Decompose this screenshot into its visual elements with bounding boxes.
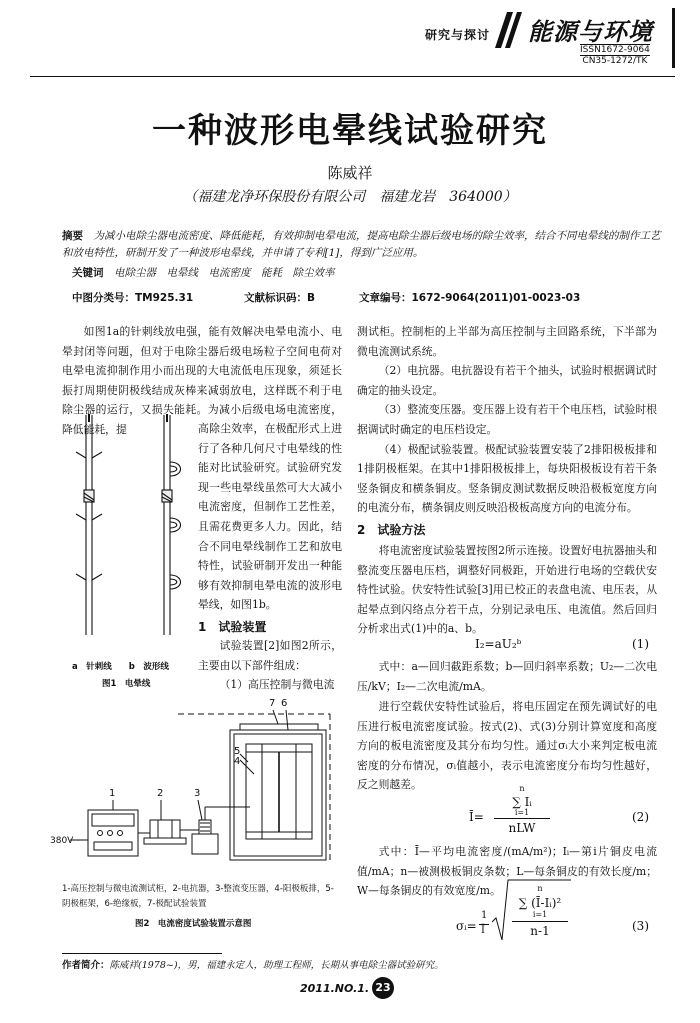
equation-1-legend: 式中：a—回归截距系数；b—回归斜率系数；U₂—二次电压/kV；I₂—二次电流/mA。 (357, 660, 657, 693)
keywords-label: 关键词 (72, 267, 104, 279)
fig2-label-3: 3 (194, 788, 201, 799)
affiliation: （福建龙净环保股份有限公司 福建龙岩 364000） (183, 189, 517, 205)
keywords (72, 265, 672, 280)
section-1-heading: 1 试验装置 (198, 620, 267, 634)
abstract-text: 为减小电除尘器电流密度、降低能耗，有效抑制电晕电流，提高电除尘器后级电场的除尘效率，结合不同电晕线的制作工艺和放电特性，研制开发了一种波形电晕线，并申请了专利[1]，得到广泛应用。 (62, 230, 661, 259)
fig2-label-4: 4 (234, 756, 241, 767)
equation-1-number: (1) (632, 637, 649, 651)
equation-3-number: (3) (632, 919, 649, 933)
section-1-item-1: （1）高压控制与微电流 (219, 678, 335, 691)
equation-2-sum-top: n (519, 784, 525, 793)
equation-2-denominator: nLW (508, 821, 536, 835)
control-cabinet-icon (88, 810, 138, 856)
section-2-heading: 2 试验方法 (357, 523, 426, 537)
fig2-label-1: 1 (109, 788, 116, 799)
section-1-text: 试验装置[2]如图2所示，主要由以下部件组成： (198, 639, 342, 672)
equation-2-number: (2) (632, 810, 649, 824)
fig2-voltage-label: 380V~ (50, 836, 81, 846)
figure-2-legend: 1-高压控制与微电流测试柜，2-电抗器，3-整流变压器，4-阳极板排，5-阴极框架，6-绝缘板，7-极配试验装置 (62, 884, 334, 909)
right-col-text (357, 322, 657, 518)
equation-3-ibar: Ī (481, 925, 485, 936)
fig2-label-5: 5 (234, 746, 241, 757)
section-label: 研究与探讨 (425, 28, 491, 42)
figure-1-subcaptions: a 针刺线 b 波形线 (72, 662, 169, 672)
intro-paragraph-cont: 高除尘效率，在极配形式上进行了各种几何尺寸电晕线的性能对比试验研究。试验研究发现一些电晕线虽然可大大减小电流密度，但制作工艺性差，且需花费更多人力。因此，结合不同电晕线制作工艺和放电特性，试验研制开发出一种能够有效抑制电晕电流的波形电晕线，如图1b。 (198, 422, 342, 612)
clc-number: 中图分类号：TM925.31 (72, 292, 194, 304)
equation-2-legend: 式中：Ī—平均电流密度/(mA/m²)；Iᵢ—第i片铜皮电流值/mA；n—被测极板铜皮条数；L—每条铜皮的有效长度/m；W—每条铜皮的有效宽度/m。 (357, 845, 657, 898)
footnote-text: 陈威祥(1978~)，男，福建永定人，助理工程师，长期从事电除尘器试验研究。 (109, 960, 444, 971)
equation-2-sum-bottom: i=1 (514, 808, 530, 817)
equation-3-numerator: ∑ (Ī-Iᵢ)² (518, 896, 562, 910)
article-number: 文章编号：1672-9064(2011)01-0023-03 (359, 292, 581, 304)
method-paragraph: 将电流密度试验装置按图2所示连接。设置好电抗器抽头和整流变压器电压档，调整好同极距，开始进行电场的空载伏安特性试验。伏安特性试验[3]用已校正的表盘电流、电压表，从起晕点到闪络点分若干点，分别记录电压、电流值。然后回归分析求出式(1)中的a、b。 (357, 544, 657, 636)
item-4-test-device: （4）极配试验装置。极配试验装置安装了2排阳极板排和1排阴极框架。在其中1排阳极板排上，每块阳极板设有若干条竖条铜皮和横条铜皮。竖条铜皮测试数据反映沿极板宽度方向的电流分布，横条铜皮则反映沿极板高度方向的电流分布。 (357, 442, 657, 515)
footnote-label: 作者简介： (62, 960, 110, 971)
barbed-wire-drawing (76, 414, 102, 635)
equation-3-sum-top: n (537, 884, 543, 893)
figure-1-caption: 图1 电晕线 (102, 679, 151, 689)
fig2-label-2: 2 (157, 788, 164, 799)
electrode-assembly-icon (230, 724, 326, 860)
fig2-label-6: 6 (281, 698, 288, 709)
equation-2-numerator: ∑ Iᵢ (512, 795, 532, 809)
journal-title: 能源与环境 (528, 17, 653, 46)
issue-label: 2011.NO.1. (300, 982, 370, 995)
footnote-rule (62, 953, 222, 954)
journal-issn: ISSN1672-9064 CN35-1272/TK (580, 45, 650, 66)
intro-paragraph: 如图1a的针刺线放电强，能有效解决电晕电流小、电晕封闭等问题，但对于电除尘器后级电场粒子空间电荷对电晕电流抑制作用小而出现的大电流低电压现象，须延长振打周期使阴极线结成灰棒来减弱放电，这样既不利于电除尘器的运行，又损失能耗。为减小后级电场电流密度，降低能耗，提 (62, 325, 342, 436)
item-2-reactor: （2）电抗器。电抗器设有若干个抽头，试验时根据调试时确定的抽头设定。 (357, 364, 657, 397)
author: 陈威祥 (327, 164, 373, 182)
item-3-transformer: （3）整流变压器。变压器上设有若干个电压档，试验时根据调试时确定的电压档设定。 (357, 403, 657, 436)
equation-3-lhs: σᵢ= (456, 919, 477, 933)
equation-3-fraction-bar (512, 921, 568, 922)
header-bar (672, 8, 675, 68)
fig2-label-7: 7 (269, 698, 276, 709)
abstract-label: 摘要 (62, 230, 83, 242)
document-code: 文献标识码：B (244, 292, 316, 304)
equation-3-denominator: n-1 (530, 924, 550, 938)
wave-wire-drawing (162, 414, 181, 635)
equation-1: I₂=aU₂ᵇ (475, 637, 522, 651)
figure-2-caption: 图2 电流密度试验装置示意图 (135, 919, 252, 929)
author-footnote (62, 957, 444, 971)
equation-2-fraction-bar (494, 818, 550, 819)
page-number: 23 (372, 977, 394, 999)
method-paragraph-2: 进行空载伏安特性试验后，将电压固定在预先调试好的电压进行板电流密度试验。按式(2)、式(3)分别计算宽度和高度方向的板电流密度及其分布均匀性。通过σᵢ大小来判定板电流密度的分布情况，σᵢ值越小，表示电流密度分布均匀性越好，反之则越差。 (357, 700, 657, 792)
keywords-text: 电除尘器 电晕线 电流密度 能耗 除尘效率 (114, 267, 335, 279)
item-1-cont: 测试柜。控制柜的上半部为高压控制与主回路系统，下半部为微电流测试系统。 (357, 325, 657, 358)
equation-3-one: 1 (481, 910, 488, 921)
abstract (62, 228, 662, 262)
paper-title: 一种波形电晕线试验研究 (152, 111, 548, 151)
header-rule (30, 76, 675, 77)
equation-3-sum-bottom: i=1 (532, 910, 548, 919)
header-slash-decoration (493, 8, 523, 52)
rectifier-transformer-icon (192, 820, 218, 854)
equation-2-lhs: Ī= (469, 810, 484, 824)
reactor-icon (144, 820, 186, 844)
figure-2-drawing (50, 692, 345, 867)
figure-1-drawing (62, 410, 202, 655)
